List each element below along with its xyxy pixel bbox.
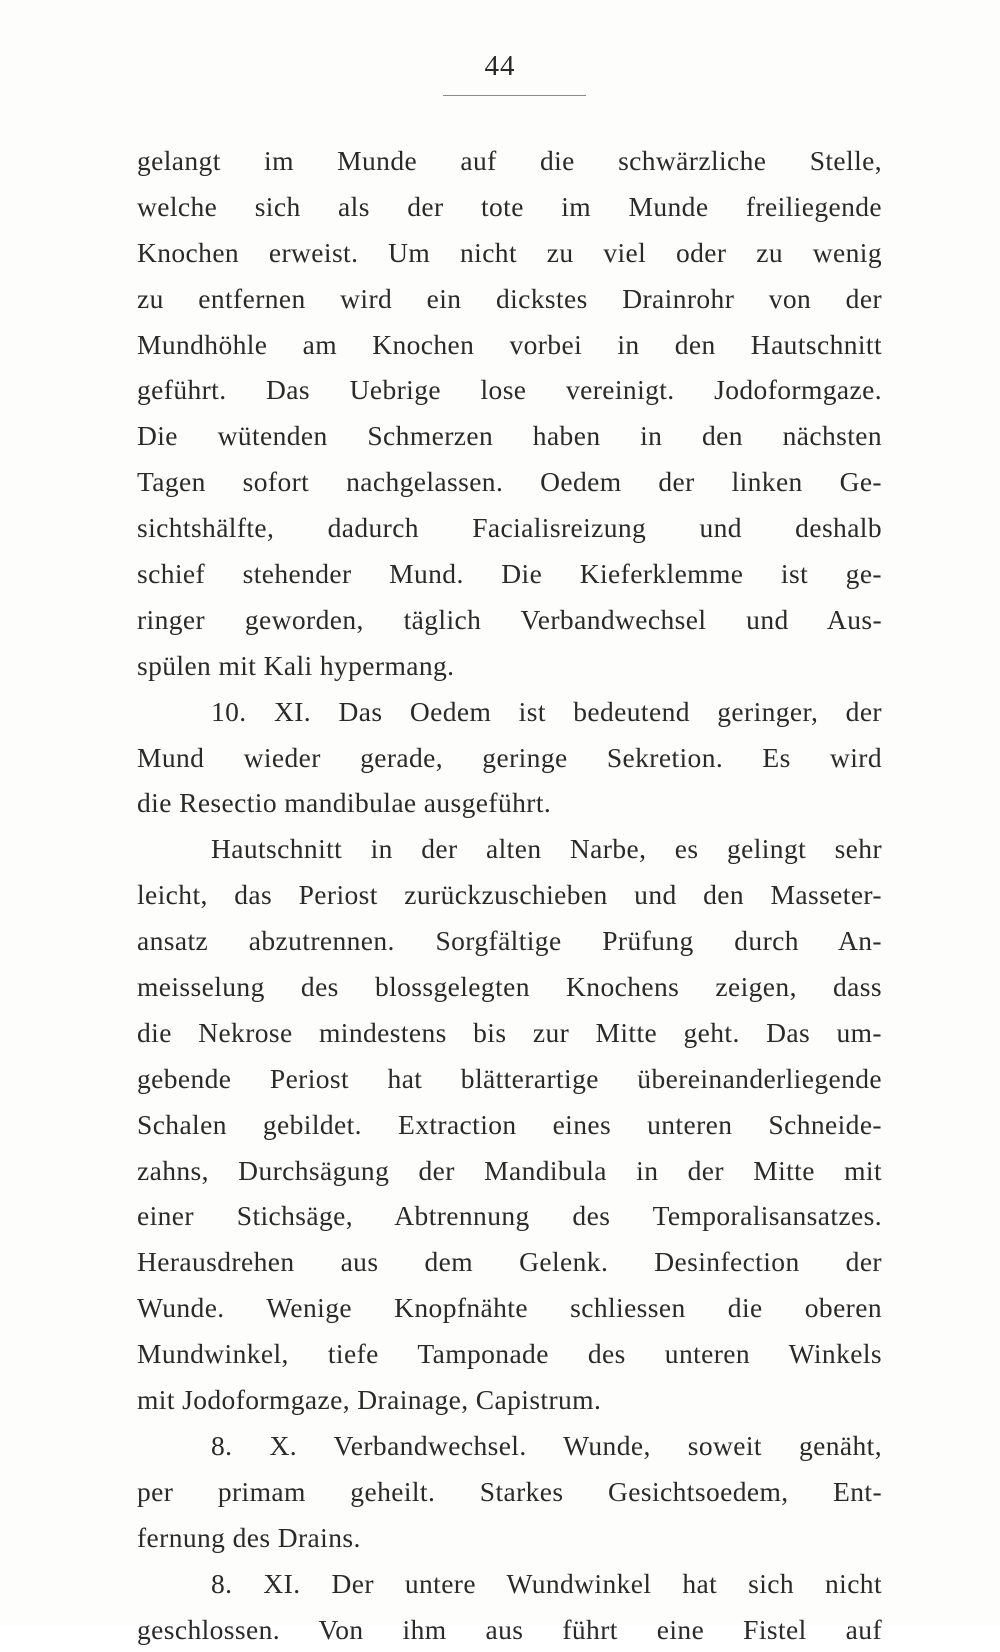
text-line: Mundwinkel, tiefe Tamponade des unteren Winkels [137, 1331, 882, 1377]
text-line: Knochen erweist. Um nicht zu viel oder zu wenig [137, 230, 882, 276]
text-line: per primam geheilt. Starkes Gesichtsoedem, Ent- [137, 1469, 882, 1515]
text-line: Schalen gebildet. Extraction eines unteren Schneide- [137, 1102, 882, 1148]
text-line: Mundhöhle am Knochen vorbei in den Hautschnitt [137, 322, 882, 368]
text-line: schief stehender Mund. Die Kieferklemme ist ge- [137, 551, 882, 597]
text-line: fernung des Drains. [137, 1515, 882, 1561]
text-line: geführt. Das Uebrige lose vereinigt. Jodoformgaze. [137, 367, 882, 413]
text-line: gelangt im Munde auf die schwärzliche Stelle, [137, 138, 882, 184]
text-line: Wunde. Wenige Knopfnähte schliessen die oberen [137, 1285, 882, 1331]
text-line: leicht, das Periost zurückzuschieben und den Masseter- [137, 872, 882, 918]
body-text [137, 138, 882, 1652]
text-line: welche sich als der tote im Munde freiliegende [137, 184, 882, 230]
text-line: 10. XI. Das Oedem ist bedeutend geringer, der [137, 689, 882, 735]
text-line: geschlossen. Von ihm aus führt eine Fistel auf [137, 1607, 882, 1652]
text-line: die Resectio mandibulae ausgeführt. [137, 780, 882, 826]
text-line: die Nekrose mindestens bis zur Mitte geht. Das um- [137, 1010, 882, 1056]
text-line: 8. X. Verbandwechsel. Wunde, soweit genäht, [137, 1423, 882, 1469]
text-line: einer Stichsäge, Abtrennung des Temporalisansatzes. [137, 1193, 882, 1239]
text-line: Hautschnitt in der alten Narbe, es gelingt sehr [137, 826, 882, 872]
text-line: Tagen sofort nachgelassen. Oedem der linken Ge- [137, 459, 882, 505]
text-line: meisselung des blossgelegten Knochens zeigen, dass [137, 964, 882, 1010]
page-number: 44 [0, 50, 1000, 83]
text-line: ansatz abzutrennen. Sorgfältige Prüfung durch An- [137, 918, 882, 964]
text-line: gebende Periost hat blätterartige übereinanderliegende [137, 1056, 882, 1102]
text-line: mit Jodoformgaze, Drainage, Capistrum. [137, 1377, 882, 1423]
text-line: spülen mit Kali hypermang. [137, 643, 882, 689]
page-number-rule [443, 95, 586, 96]
text-line: sichtshälfte, dadurch Facialisreizung und deshalb [137, 505, 882, 551]
text-line: Mund wieder gerade, geringe Sekretion. Es wird [137, 735, 882, 781]
text-line: Herausdrehen aus dem Gelenk. Desinfection der [137, 1239, 882, 1285]
text-line: Die wütenden Schmerzen haben in den nächsten [137, 413, 882, 459]
text-line: zahns, Durchsägung der Mandibula in der Mitte mit [137, 1148, 882, 1194]
text-line: 8. XI. Der untere Wundwinkel hat sich nicht [137, 1561, 882, 1607]
text-line: zu entfernen wird ein dickstes Drainrohr von der [137, 276, 882, 322]
text-line: ringer geworden, täglich Verbandwechsel und Aus- [137, 597, 882, 643]
